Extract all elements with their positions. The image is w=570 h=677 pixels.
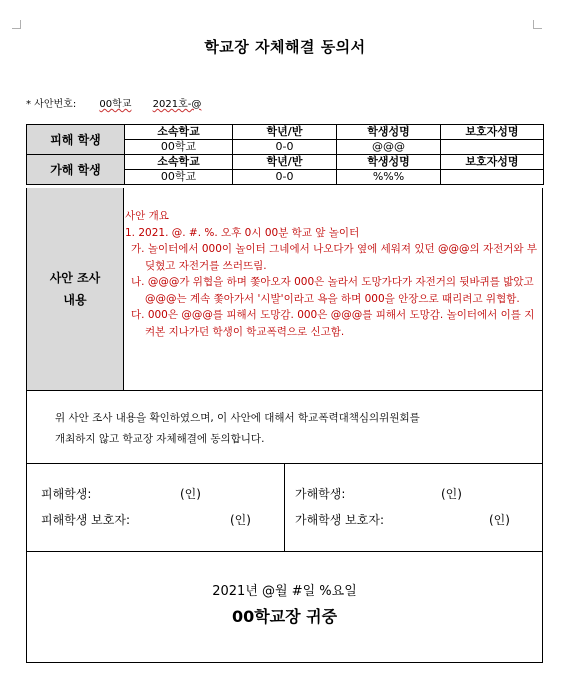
- detail-item-1: 1. 2021. @. #. %. 오후 0시 00분 학교 앞 놀이터: [125, 226, 360, 239]
- agreement-line-2: 개최하지 않고 학교장 자체해결에 동의합니다.: [55, 433, 265, 445]
- victim-guardian-label: 피해학생 보호자:: [41, 513, 131, 527]
- offender-guardian: [441, 170, 544, 185]
- offender-guardian-seal: (인): [489, 513, 510, 527]
- closing-section: [26, 552, 543, 663]
- header-student-name: 학생성명: [337, 125, 441, 140]
- victim-guardian-seal: (인): [230, 513, 251, 527]
- victim-grade: 0-0: [233, 140, 337, 155]
- header-student-name: 학생성명: [337, 155, 441, 170]
- case-number: 2021호-@: [152, 99, 202, 110]
- case-detail-label-line1: 사안 조사: [49, 271, 101, 285]
- case-school: 00학교: [99, 99, 132, 110]
- table-row: [27, 155, 544, 170]
- student-info-table: [26, 124, 544, 185]
- victim-student-seal: (인): [180, 487, 201, 501]
- header-school: 소속학교: [125, 125, 233, 140]
- page-corner-mark: [12, 20, 21, 29]
- detail-item-na: 나. @@@가 위협을 하며 쫓아오자 000은 놀라서 도망가다가 자전거의 뒷바퀴를 밟았고 @@@는 계속 쫓아가서 '시발'이라고 욕을 하며 000을 안장으로 때리려고 위협함.: [131, 276, 534, 305]
- offender-name: %%%: [337, 170, 441, 185]
- offender-label: 가해 학생: [27, 155, 125, 185]
- signature-section: [26, 464, 543, 552]
- victim-school: 00학교: [125, 140, 233, 155]
- case-number-label: * 사안번호:: [26, 99, 77, 110]
- header-school: 소속학교: [125, 155, 233, 170]
- case-number-line: [26, 95, 205, 110]
- detail-item-ga: 가. 놀이터에서 000이 놀이터 그네에서 나오다가 옆에 세워져 있던 @@@의 자전거와 부딪혔고 자전거를 쓰러뜨림.: [131, 243, 538, 272]
- detail-item-da: 다. 000은 @@@를 피해서 도망감. 000은 @@@를 피해서 도망감. 놀이터에서 이를 지켜본 지나가던 학생이 학교폭력으로 신고함.: [131, 309, 535, 338]
- offender-guardian-label: 가해학생 보호자:: [295, 513, 385, 527]
- victim-label: 피해 학생: [27, 125, 125, 155]
- offender-student-label: 가해학생:: [295, 487, 346, 501]
- agreement-line-1: 위 사안 조사 내용을 확인하였으며, 이 사안에 대해서 학교폭력대책심의위원회를: [55, 412, 420, 424]
- signature-divider: [284, 464, 285, 551]
- header-guardian-name: 보호자성명: [441, 125, 544, 140]
- document-date: 2021년 @월 #일 %요일: [212, 584, 357, 599]
- table-row: [27, 125, 544, 140]
- case-detail-label: [27, 188, 124, 390]
- case-detail-content: [125, 208, 539, 340]
- agreement-section: [26, 391, 543, 464]
- victim-guardian: [441, 140, 544, 155]
- header-grade: 학년/반: [233, 155, 337, 170]
- detail-heading: 사안 개요: [125, 210, 169, 222]
- victim-name: @@@: [337, 140, 441, 155]
- school-addressee: 00학교장 귀중: [231, 607, 338, 626]
- case-detail-section: [26, 188, 543, 391]
- offender-school: 00학교: [125, 170, 233, 185]
- header-guardian-name: 보호자성명: [441, 155, 544, 170]
- document-title: 학교장 자체해결 동의서: [204, 38, 366, 56]
- case-detail-label-line2: 내용: [63, 293, 87, 307]
- offender-student-seal: (인): [441, 487, 462, 501]
- page-corner-mark: [533, 20, 542, 29]
- victim-student-label: 피해학생:: [41, 487, 92, 501]
- offender-grade: 0-0: [233, 170, 337, 185]
- header-grade: 학년/반: [233, 125, 337, 140]
